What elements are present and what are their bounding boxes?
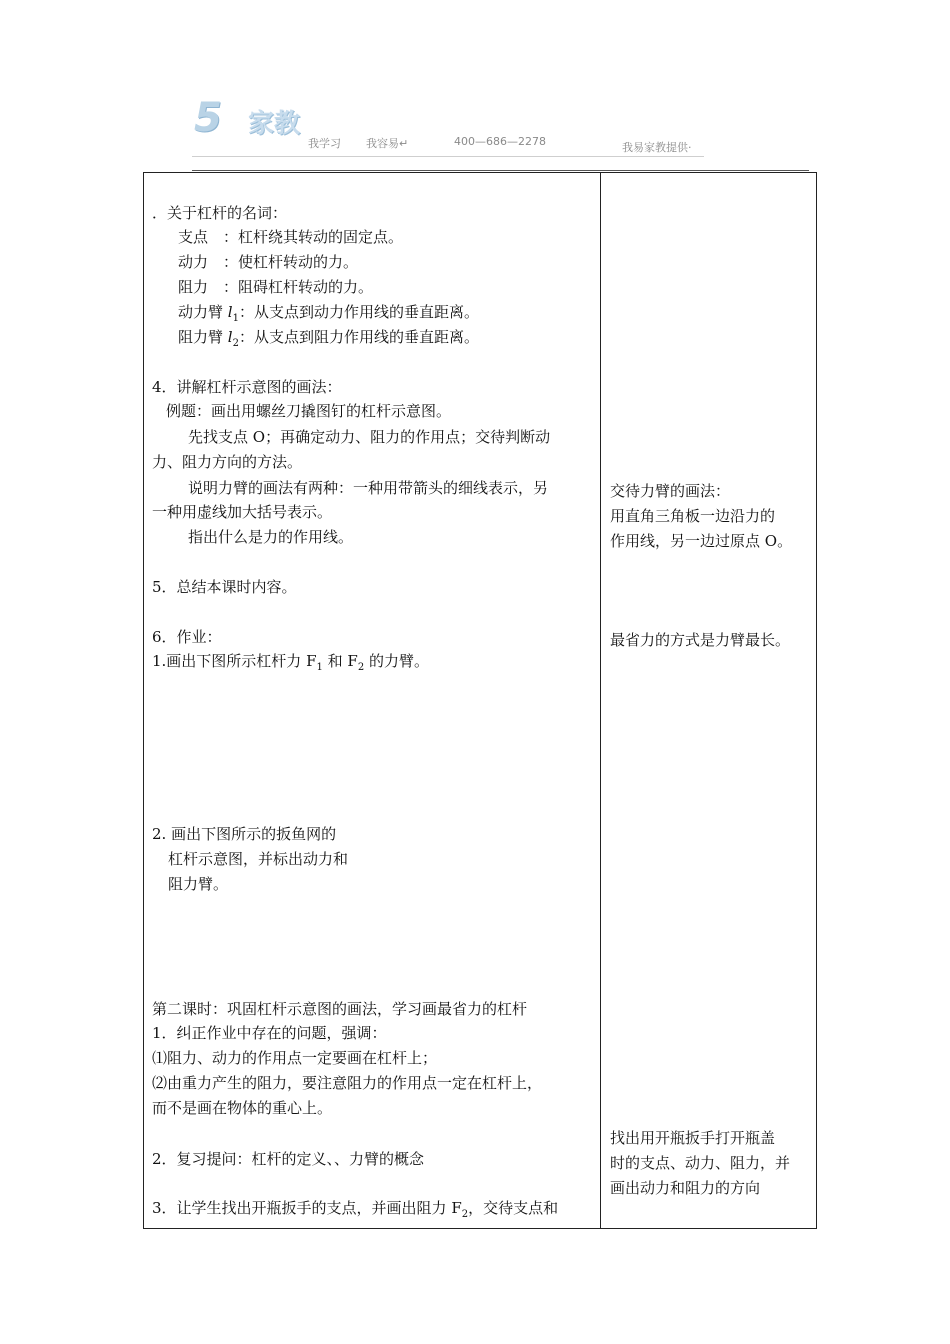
note-least-force: 最省力的方式是力臂最长。: [610, 631, 791, 649]
terms-title: ．关于杠杆的名词：: [152, 204, 288, 222]
provider-text: 我易家教提供·: [622, 141, 692, 154]
top-rule: [192, 170, 809, 171]
section-4-title: 4．讲解杠杆示意图的画法：: [152, 378, 342, 396]
term-fulcrum: 支点 ：杠杆绕其转动的固定点。: [178, 228, 404, 246]
hw1-part-a: 1.画出下图所示杠杆力 F: [152, 652, 317, 670]
term-effort-arm: [178, 302, 479, 322]
note-bottle-opener-1: 找出用开瓶扳手打开瓶盖: [610, 1129, 776, 1147]
subscript-2: 2: [357, 662, 365, 673]
resistance-arm-text: ：从支点到阻力作用线的垂直距离。: [238, 328, 479, 346]
lesson-table: [143, 172, 817, 1229]
term-resistance: 阻力 ：阻碍杠杆转动的力。: [178, 278, 374, 296]
note-arm-drawing-1: 交待力臂的画法：: [610, 482, 731, 500]
homework-1: [152, 651, 429, 671]
lesson-2-item-1b-line1: ⑵由重力产生的阻力，要注意阻力的作用点一定在杠杆上，: [152, 1074, 543, 1092]
section-4-p1a: 先找支点 O；再确定动力、阻力的作用点；交待判断动: [188, 428, 551, 446]
subscript-2: 2: [232, 338, 239, 349]
column-divider: [600, 173, 601, 1228]
subscript-2: 2: [461, 1209, 469, 1220]
arm-symbol: l: [227, 328, 233, 346]
l2-3-part-a: 3．让学生找出开瓶扳手的支点，并画出阻力 F: [152, 1199, 462, 1217]
slogan-1: 我学习: [308, 137, 341, 150]
note-arm-drawing-3: 作用线，另一边过原点 O。: [610, 532, 793, 550]
section-5: 5．总结本课时内容。: [152, 578, 297, 596]
hw1-part-c: 的力臂。: [364, 652, 429, 670]
subscript-1: 1: [232, 313, 239, 324]
hw1-part-b: 和 F: [322, 652, 358, 670]
subscript-1: 1: [316, 662, 323, 673]
section-4-p3: 指出什么是力的作用线。: [188, 528, 354, 546]
term-effort: 动力 ：使杠杆转动的力。: [178, 253, 359, 271]
homework-2b: 杠杆示意图，并标出动力和: [168, 850, 349, 868]
note-arm-drawing-2: 用直角三角板一边沿力的: [610, 507, 776, 525]
homework-2c: 阻力臂。: [168, 875, 229, 893]
section-4-p2a: 说明力臂的画法有两种：一种用带箭头的细线表示，另: [188, 479, 549, 497]
site-logo: [192, 95, 312, 147]
homework-2a: 2. 画出下图所示的扳鱼网的: [152, 825, 337, 843]
term-resistance-arm: [178, 327, 479, 347]
l2-3-part-b: ，交待支点和: [468, 1199, 559, 1217]
header-divider: [192, 156, 704, 157]
effort-arm-label: 动力臂: [178, 303, 224, 321]
note-bottle-opener-3: 画出动力和阻力的方向: [610, 1179, 761, 1197]
section-4-p1b: 力、阻力方向的方法。: [152, 453, 303, 471]
resistance-arm-label: 阻力臂: [178, 328, 224, 346]
effort-arm-text: ：从支点到动力作用线的垂直距离。: [238, 303, 479, 321]
lesson-2-item-2: 2．复习提问：杠杆的定义、、力臂的概念: [152, 1150, 425, 1168]
phone-number: 400—686—2278: [454, 135, 546, 148]
section-4-example: 例题：画出用螺丝刀撬图钉的杠杆示意图。: [166, 402, 452, 420]
lesson-2-item-1b-line2: 而不是画在物体的重心上。: [152, 1099, 333, 1117]
section-4-p2b: 一种用虚线加大括号表示。: [152, 503, 333, 521]
lesson-2-item-1a: ⑴阻力、动力的作用点一定要画在杠杆上；: [152, 1049, 438, 1067]
logo-number: 5: [194, 95, 218, 141]
arm-symbol: l: [227, 303, 233, 321]
slogan-2: 我容易↵: [366, 137, 409, 150]
page-header: [192, 95, 712, 165]
lesson-2-title: 第二课时：巩固杠杆示意图的画法，学习画最省力的杠杆: [152, 1000, 528, 1018]
logo-word: 家教: [248, 109, 301, 139]
lesson-2-item-1: 1．纠正作业中存在的问题，强调：: [152, 1024, 387, 1042]
note-bottle-opener-2: 时的支点、动力、阻力，并: [610, 1154, 791, 1172]
section-6-title: 6．作业：: [152, 628, 222, 646]
lesson-2-item-3: [152, 1198, 558, 1218]
